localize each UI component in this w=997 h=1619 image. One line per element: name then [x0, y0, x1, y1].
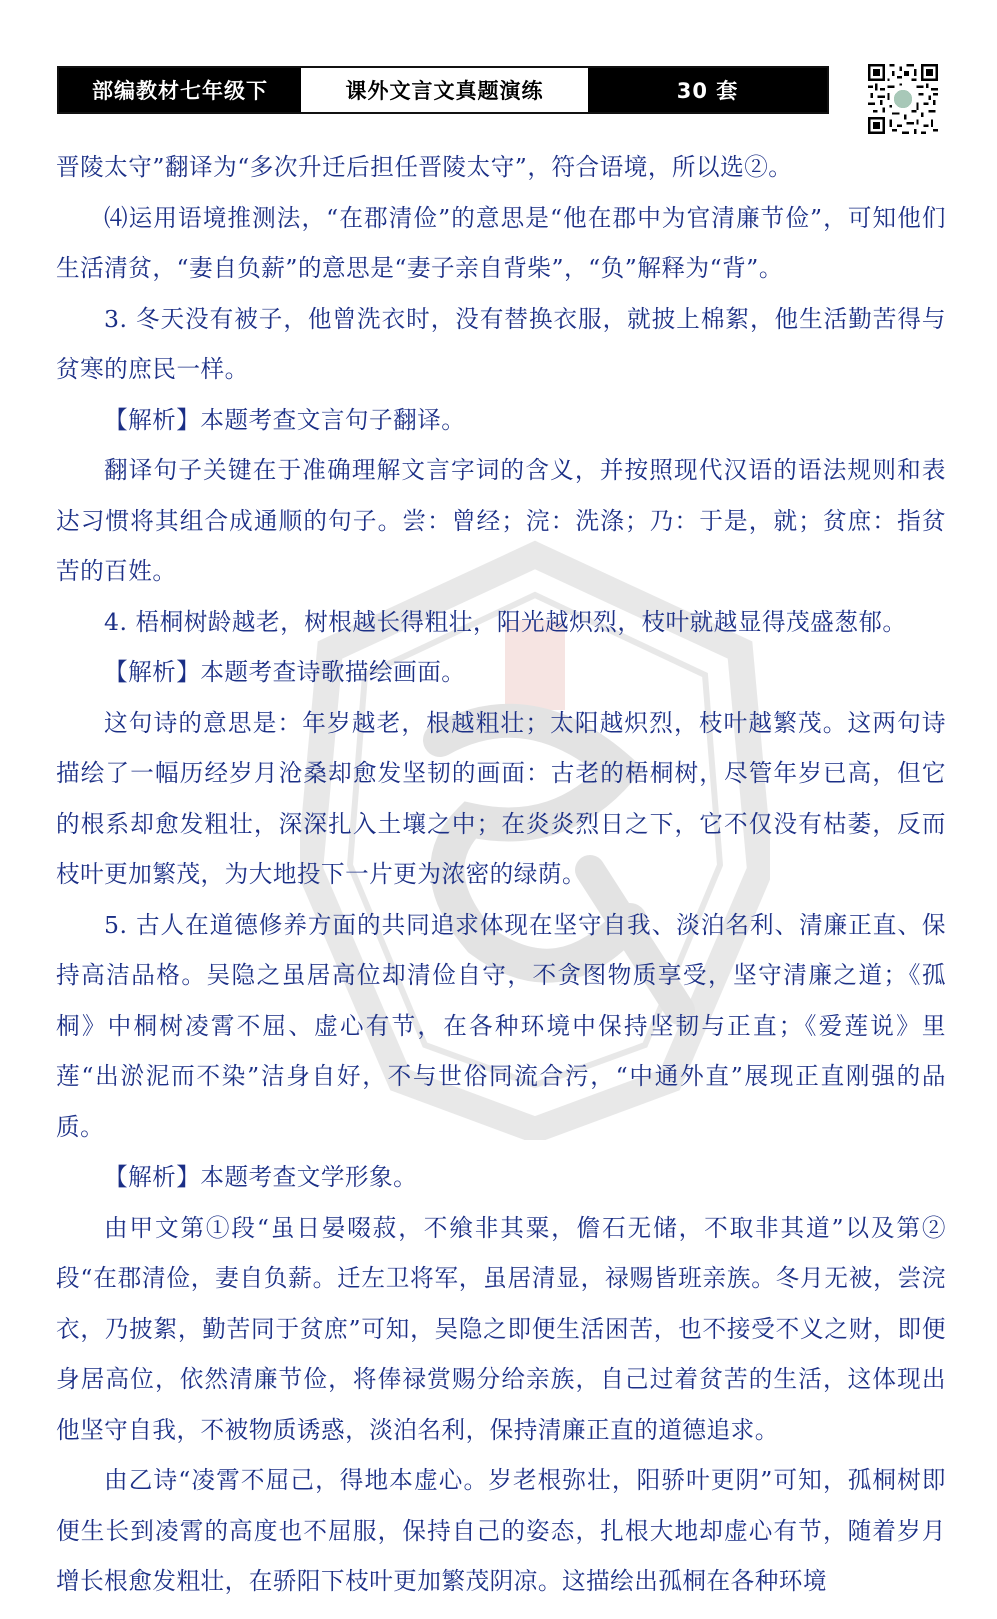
- header-textbook-label: 部编教材七年级下: [59, 68, 301, 112]
- qr-code-icon: [868, 64, 938, 134]
- paragraph-analysis-4: 【解析】本题考查诗歌描绘画面。: [104, 658, 466, 686]
- header-title: 课外文言文真题演练: [301, 68, 588, 112]
- paragraph-answer-3: 3. 冬天没有被子，他曾洗衣时，没有替换衣服，就披上棉絮，他生活勤苦得与贫寒的庶民一样。: [56, 304, 946, 383]
- paragraph-analysis-3-detail: 翻译句子关键在于准确理解文言字词的含义，并按照现代汉语的语法规则和表达习惯将其组合成通顺的句子。尝：曾经；浣：洗涤；乃：于是，就；贫庶：指贫苦的百姓。: [56, 456, 946, 585]
- paragraph-analysis-5: 【解析】本题考查文学形象。: [104, 1163, 418, 1191]
- paragraph-analysis-3: 【解析】本题考查文言句子翻译。: [104, 405, 466, 434]
- paragraph-answer-4: 4. 梧桐树龄越老，树根越长得粗壮，阳光越炽烈，枝叶就越显得茂盛葱郁。: [104, 607, 907, 636]
- paragraph-analysis-4-detail: 这句诗的意思是：年岁越老，根越粗壮；太阳越炽烈，枝叶越繁茂。这两句诗描绘了一幅历经岁月沧桑却愈发坚韧的画面：古老的梧桐树，尽管年岁已高，但它的根系却愈发粗壮，深深扎入土壤之中；在炎炎烈日之下，它不仅没有枯萎，反而枝叶更加繁茂，为大地投下一片更为浓密的绿荫。: [56, 708, 946, 888]
- paragraph-analysis-5-poem-b: 由乙诗“凌霄不屈己，得地本虚心。岁老根弥壮，阳骄叶更阴”可知，孤桐树即便生长到凌霄的高度也不屈服，保持自己的姿态，扎根大地却虚心有节，随着岁月增长根愈发粗壮，在骄阳下枝叶更加繁茂阴凉。这描绘出孤桐在各种环境: [56, 1466, 946, 1595]
- paragraph-question-4: ⑷运用语境推测法，“在郡清俭”的意思是“他在郡中为官清廉节俭”，可知他们生活清贫，“妻自负薪”的意思是“妻子亲自背柴”，“负”解释为“背”。: [56, 203, 946, 282]
- answer-analysis-body: [56, 142, 946, 1607]
- page-header: [57, 66, 829, 114]
- paragraph-analysis-5-text-a: 由甲文第①段“虽日晏啜菽，不飨非其粟，儋石无储，不取非其道”以及第②段“在郡清俭，妻自负薪。迁左卫将军，虽居清显，禄赐皆班亲族。冬月无被，尝浣衣，乃披絮，勤苦同于贫庶”可知，吴隐之即便生活困苦，也不接受不义之财，即便身居高位，依然清廉节俭，将俸禄赏赐分给亲族，自己过着贫苦的生活，这体现出他坚守自我，不被物质诱惑，淡泊名利，保持清廉正直的道德追求。: [56, 1213, 946, 1444]
- paragraph-continuation: 晋陵太守”翻译为“多次升迁后担任晋陵太守”，符合语境，所以选②。: [56, 153, 793, 181]
- header-set-count: 30 套: [588, 68, 827, 112]
- paragraph-answer-5: 5. 古人在道德修养方面的共同追求体现在坚守自我、淡泊名利、清廉正直、保持高洁品格。吴隐之虽居高位却清俭自守，不贪图物质享受，坚守清廉之道；《孤桐》中桐树凌霄不屈、虚心有节，在各种环境中保持坚韧与正直；《爱莲说》里莲“出淤泥而不染”洁身自好，不与世俗同流合污，“中通外直”展现正直刚强的品质。: [56, 910, 946, 1141]
